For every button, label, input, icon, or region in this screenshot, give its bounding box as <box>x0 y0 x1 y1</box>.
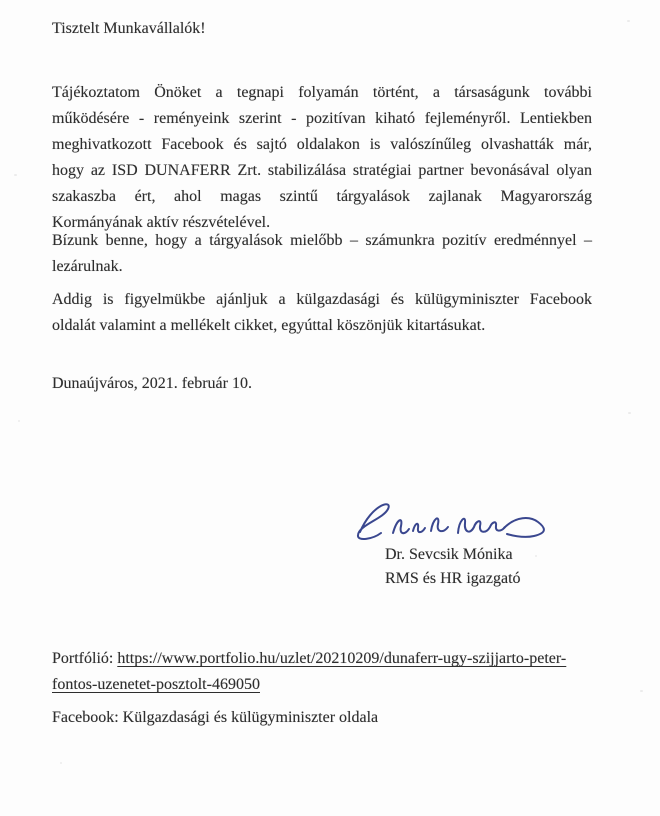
paragraph-line: Tájékoztatom Önöket a tegnapi folyamán történt, a társaságunk további <box>52 84 592 101</box>
handwritten-signature-icon <box>346 494 556 546</box>
portfolio-label: Portfólió: <box>52 650 114 667</box>
portfolio-url[interactable]: https://www.portfolio.hu/uzlet/20210209/dunaferr-ugy-szijjarto-peter- <box>117 650 567 667</box>
paragraph-line: oldalát valamint a mellékelt cikket, egyúttal köszönjük kitartásukat. <box>52 317 486 334</box>
date-line: Dunaújváros, 2021. február 10. <box>52 375 252 392</box>
paragraph-1 <box>52 80 592 236</box>
portfolio-url-continued[interactable]: fontos-uzenetet-posztolt-469050 <box>52 676 260 693</box>
paragraph-line: hogy az ISD DUNAFERR Zrt. stabilizálása stratégiai partner bevonásával olyan <box>52 162 592 179</box>
paragraph-line: működésére - reményeink szerint - pozitívan kiható fejleményről. Lentiekben <box>52 110 592 127</box>
paragraph-2 <box>52 228 592 280</box>
paragraph-3 <box>52 287 592 339</box>
paragraph-line: Kormányának aktív részvételével. <box>52 214 271 231</box>
facebook-reference-line <box>52 705 652 731</box>
paragraph-line: Addig is figyelmükbe ajánljuk a külgazdasági és külügyminiszter Facebook <box>52 291 592 308</box>
portfolio-link-line-1 <box>52 646 652 672</box>
paragraph-line: Bízunk benne, hogy a tárgyalások mielőbb – számunkra pozitív eredménnyel – <box>52 232 592 249</box>
letter-greeting: Tisztelt Munkavállalók! <box>52 20 206 37</box>
paragraph-line: szakaszba ért, ahol magas szintű tárgyalások zajlanak Magyarország <box>52 188 592 205</box>
portfolio-link-line-2 <box>52 672 652 698</box>
signatory-name: Dr. Sevcsik Mónika <box>385 546 513 563</box>
signatory-title: RMS és HR igazgató <box>385 570 521 587</box>
facebook-page-name: Külgazdasági és külügyminiszter oldala <box>122 709 379 726</box>
paragraph-line: lezárulnak. <box>52 258 123 275</box>
paragraph-line: meghivatkozott Facebook és sajtó oldalakon is valószínűleg olvashatták már, <box>52 136 592 153</box>
reference-links <box>52 646 652 731</box>
facebook-label: Facebook: <box>52 709 119 726</box>
